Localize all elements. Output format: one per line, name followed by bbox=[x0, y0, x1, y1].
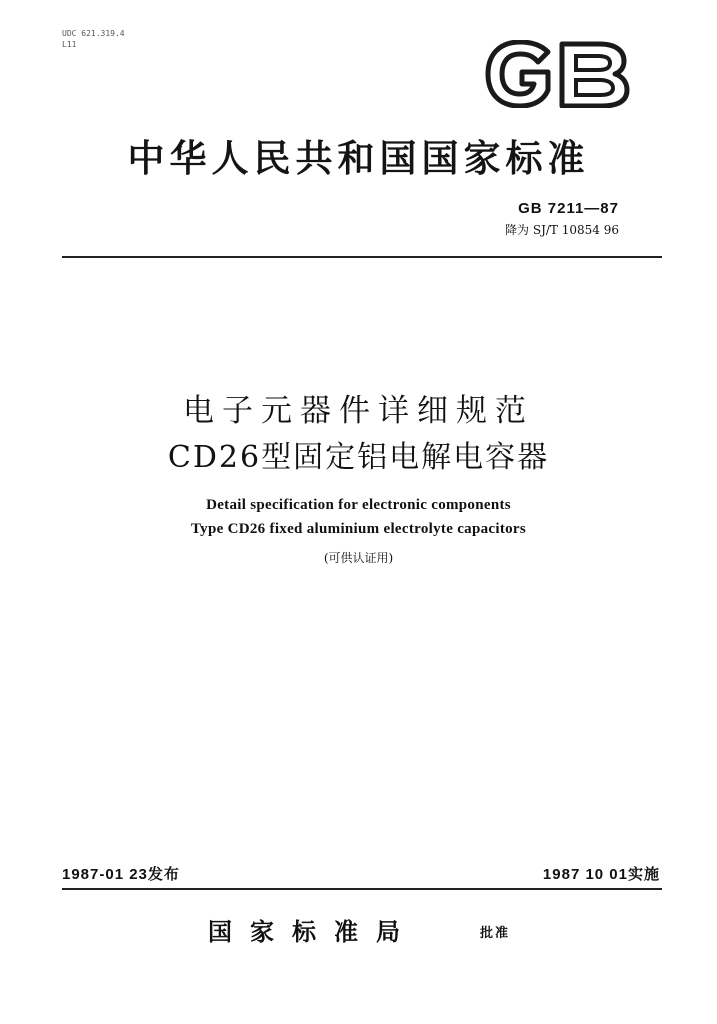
document-title-en-line2: Type CD26 fixed aluminium electrolyte capacitors bbox=[190, 521, 527, 537]
document-title-cn-line1: 电子元器件详细规范 bbox=[183, 393, 534, 429]
issuing-bureau: 国家标准局 bbox=[208, 917, 418, 946]
gb-logo bbox=[482, 40, 632, 108]
classification-code: L11 bbox=[62, 40, 77, 49]
udc-code: UDC 621.319.4 bbox=[62, 29, 125, 38]
gb-logo-graphic bbox=[482, 40, 632, 108]
issue-date: 1987-01 23发布 bbox=[62, 866, 180, 883]
standard-replacement: 降为 SJ/T 10854 96 bbox=[505, 223, 619, 237]
implementation-date: 1987 10 01实施 bbox=[542, 866, 660, 883]
national-standard-title: 中华人民共和国国家标准 bbox=[127, 137, 590, 180]
document-title-en-line1: Detail specification for electronic components bbox=[206, 497, 511, 513]
udc-classification bbox=[62, 28, 125, 50]
certification-note: (可供认证用) bbox=[323, 551, 394, 565]
standard-code: GB 7211—87 bbox=[518, 200, 619, 217]
top-divider bbox=[62, 256, 662, 258]
bottom-divider bbox=[62, 888, 662, 890]
approval-label: 批准 bbox=[480, 926, 511, 941]
document-title-cn-line2: CD26型固定铝电解电容器 bbox=[167, 440, 550, 475]
